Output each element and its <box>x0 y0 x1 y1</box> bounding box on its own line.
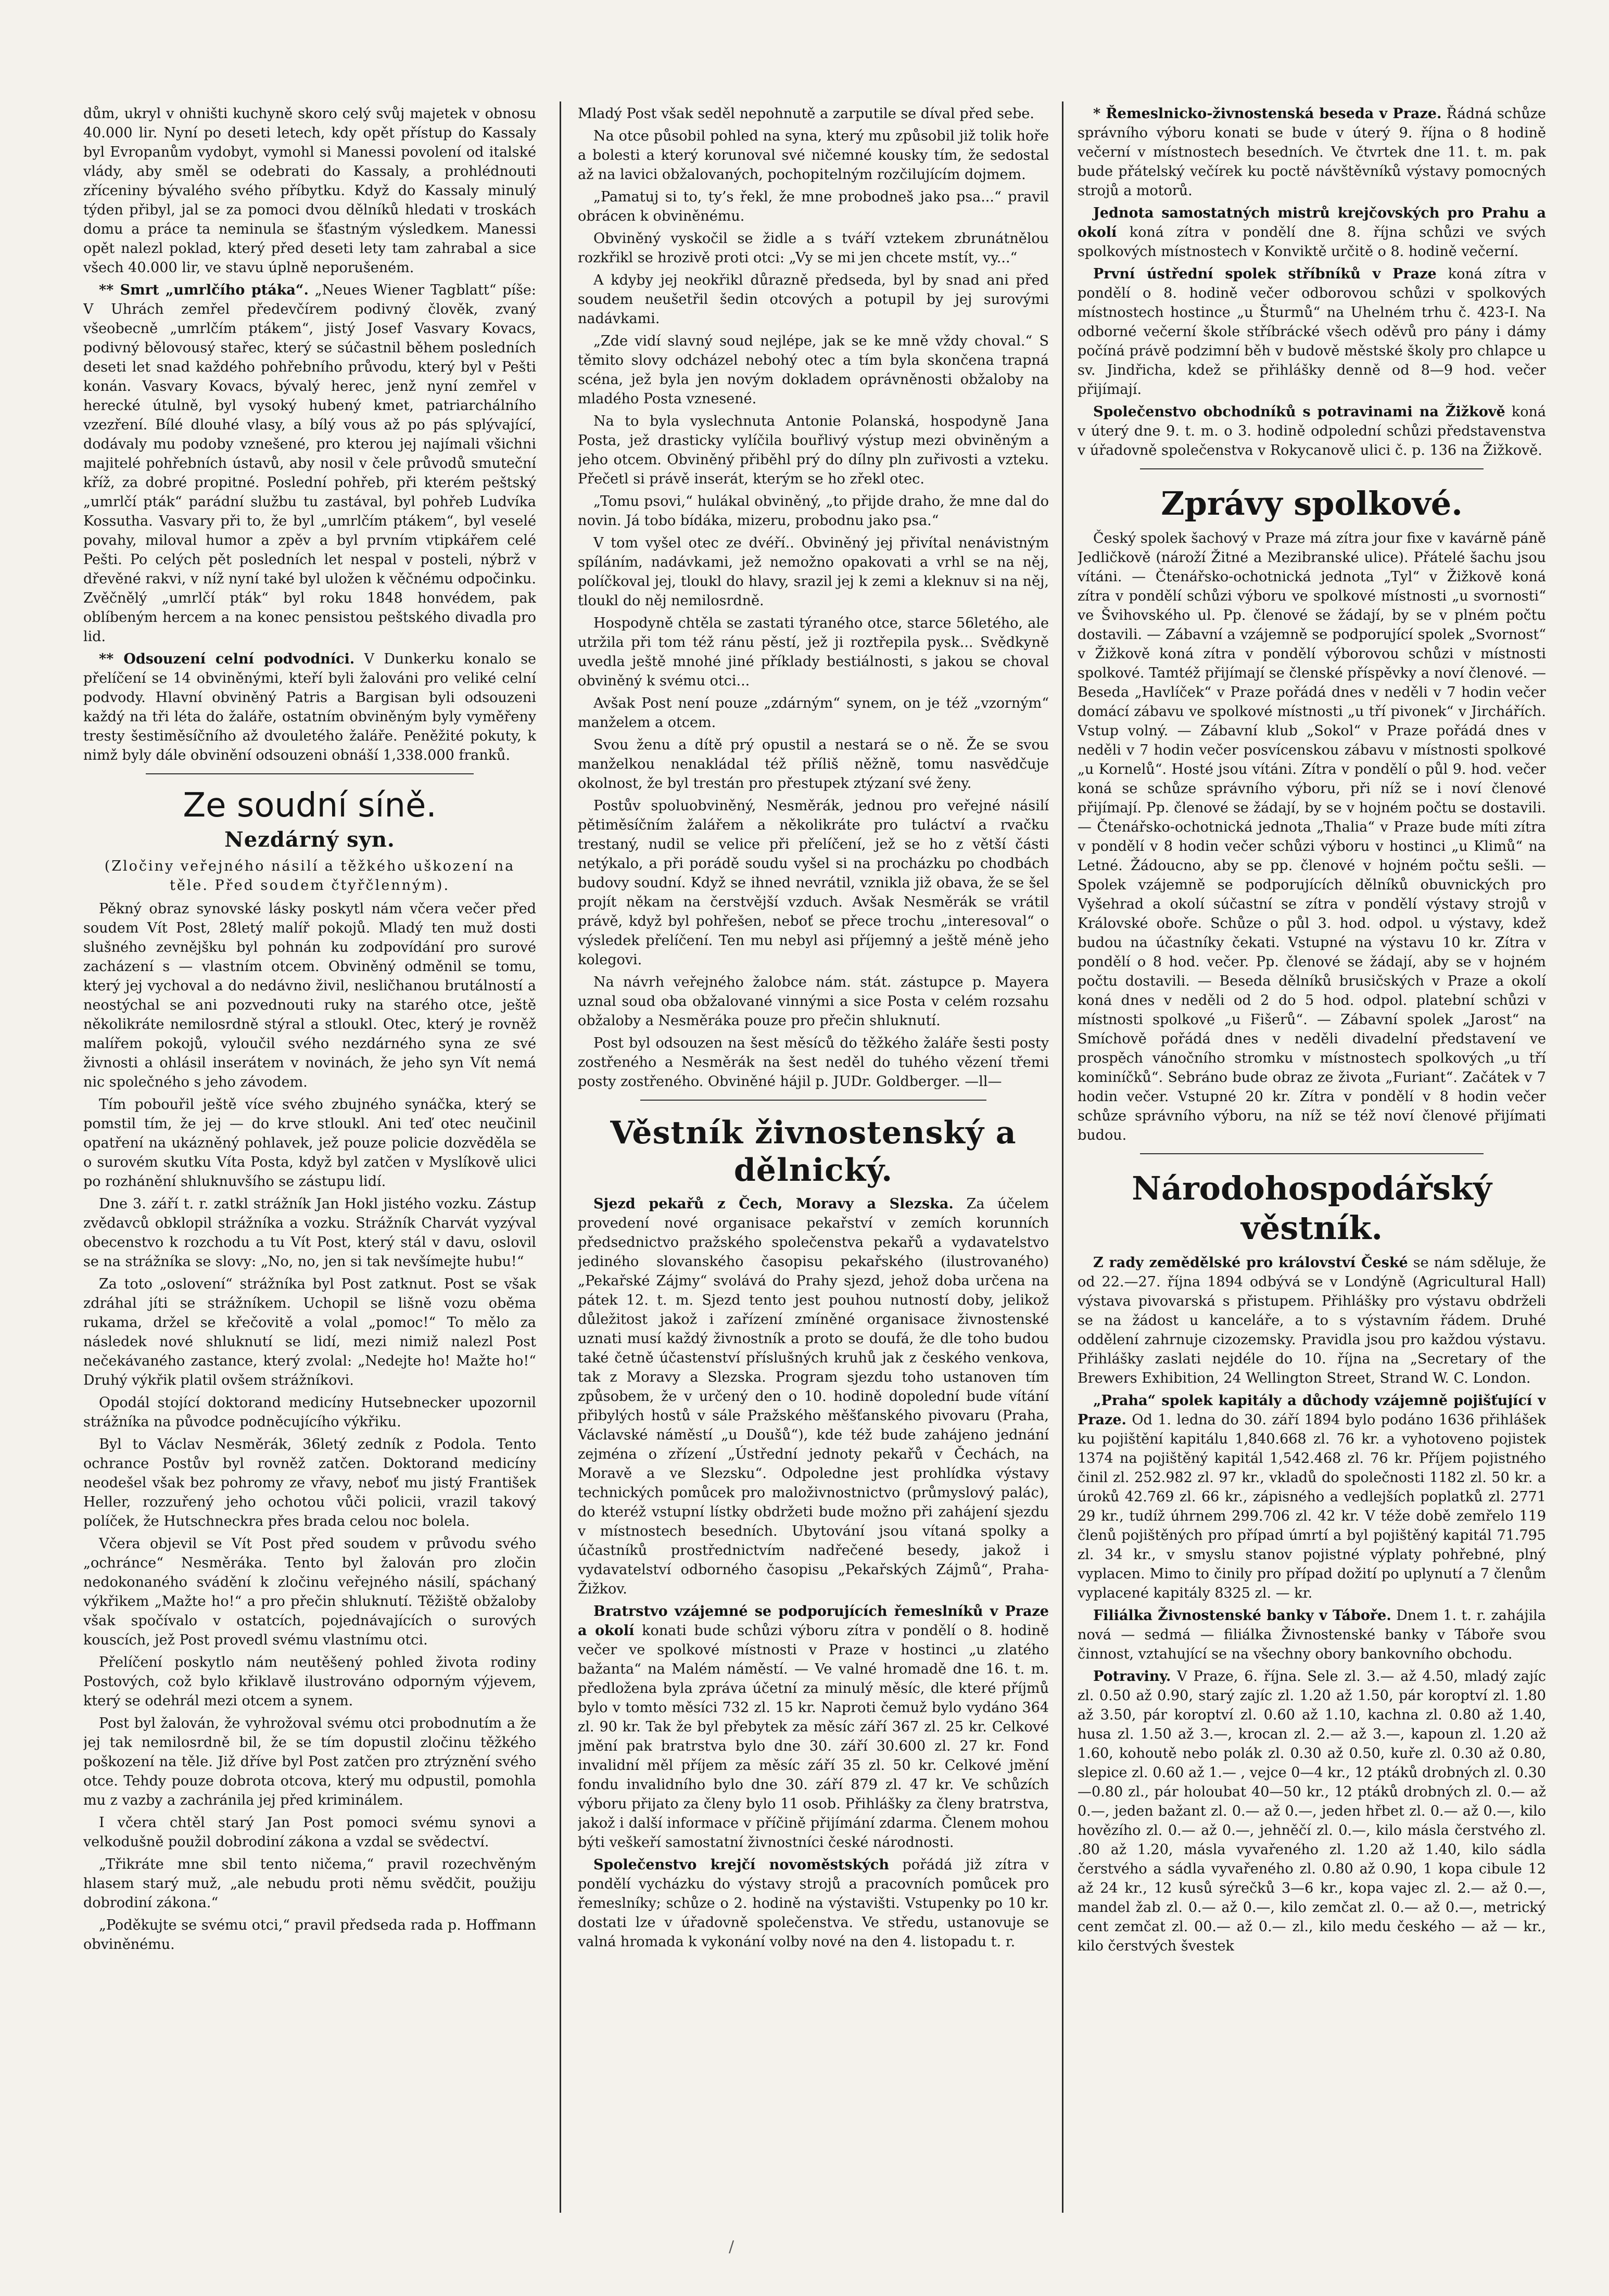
section-title-vestnik-zivnostensky: Věstník živnostenský a dělnický. <box>610 1115 1017 1189</box>
article-paragraph: Post byl žalován, že vyhrožoval svému otci probodnutím a že jej tak nemilosrdně bil, že se tím dopustil zločinu těžkého poškození na těle. Již dříve byl Post zatčen pro ztrýznění svého otce. Tehdy pouze dobrota otcova, který mu odpustil, pomohla mu z vazby a zachránila jej před kriminálem. <box>83 1715 536 1808</box>
article-paragraph: Za toto „oslovení“ strážníka byl Post zatknut. Post se však zdráhal jíti se strážníkem. Uchopil se lišně vozu oběma rukama, držel se křečovitě a volal „pomoc!“ To mělo za následek nové shluknutí se lidí, mezi nimiž nalezl Post nečekávaného zastance, který zvolal: „Nedejte ho! Mažte ho!“ Druhý výkřik platil ovšem strážníkovi. <box>83 1276 536 1388</box>
news-item-potravinari <box>1078 402 1546 460</box>
article-paragraph <box>578 1034 1049 1091</box>
news-item-beseda <box>1078 104 1546 200</box>
news-item-heading: „Praha“ spolek kapitály a důchody vzájemně pojišťující v Praze. <box>1078 1393 1546 1428</box>
article-paragraph: Na otce působil pohled na syna, který mu způsobil již tolik hoře a bolesti a který korunoval své ničemné kousky tím, že sedostal až na lavici obžalovaných, pochopitelným rozčilujícím dojmem. <box>578 128 1049 183</box>
news-item-body: Za účelem provedení nové organisace pekařství v zemích korunních předsednictvo pražského společenstva pekařů a vydavatelstvo jediného slovanského časopisu pekařského (ilustrovaného) „Pekařské Zájmy“ svolává do Prahy sjezd, jehož doba určena na pátek 12. t. m. Sjezd tento jest pouhou nutností doby, jelikož důležitost jakož i zařízení zmíněné organisace živnostenské uznati musí každý živnostník a proto se doufá, že dle toho budou také četně účastenství příslušných kruhů jak z českého venkova, tak z Moravy a Slezska. Program sjezdu toho ustanoven tím způsobem, že v určený den o 10. hodině dopolední bude vítání přibylých hostů v sále Pražského měšťanského pivovaru (Praha, Václavské náměstí „u Doušů“), kde též bude zahájeno jednání zejména o zřízení „Ústřední jednoty pekařů v Čechách, na Moravě a ve Slezsku“. Odpoledne jest prohlídka výstavy technických pomůcek pro maloživnostnictvo (průmyslový palác), do kteréž vstupní lístky obdržeti bude možno při zahájení sjezdu v místnostech besedních. Ubytování jsou vítaná spolky a účastníků prostřednictvím nadřečené besedy, jakož i vydavatelství odborného časopisu „Pekařských Zájmů“, Praha-Žižkov. <box>578 1196 1049 1597</box>
page-mark: / <box>729 2238 734 2256</box>
column-rule-1 <box>560 101 561 2213</box>
article-paragraph: Postův spoluobviněný, Nesměrák, jednou pro veřejné násilí pětiměsíčním žalářem a několikráte pro tuláctví a rvačku trestaný, nudil se velice při přelíčení, jež se ho z větší části netýkalo, a při porádě soudu vyšel si na procházku po chodbách budovy soudní. Když se ihned nevrátil, vznikla již obava, že se šel projít někam na čerstvější vzduch. Avšak Nesměrák se vrátil právě, když byl pohřešen, neboť se přece trochu „interesoval“ o výsledek přelíčení. Ten mu nebyl asi příjemný a ještě méně jeho kolegovi. <box>578 798 1049 968</box>
news-item-heading: ** Smrt „umrlčího ptáka“. <box>99 282 309 298</box>
news-item-heading: Sjezd pekařů z Čech, Moravy a Slezska. <box>593 1196 954 1212</box>
news-item-body: pořádá již zítra v pondělí vycházku do výstavy strojů a pracovních pomůcek pro řemeslníky; schůze o 2. hodině na výstavišti. Vstupenky po 10 kr. dostati lze v úřadovně společenstva. Ve středu, ustanovuje se valná hromada k vykonání volby nové na den 4. listopadu t. r. <box>578 1857 1049 1950</box>
news-item-body: Dnem 1. t. r. zahájila nová — sedmá — filiálka Živnostenské banky v Táboře svou činnost, vztahující se na všechny obory bankovního obchodu. <box>1078 1608 1546 1662</box>
section-title-soudni-sin: Ze soudní síně. <box>183 786 437 825</box>
article-paragraph: Svou ženu a dítě prý opustil a nestará se o ně. Že se svou manželkou nenakládal též příliš něžně, tomu nasvědčuje okolnost, že byl trestán pro přestupek ztýzaní své ženy. <box>578 737 1049 792</box>
article-paragraph: Na návrh veřejného žalobce nám. stát. zástupce p. Mayera uznal soud oba obžalované vinnými a sice Posta v celém rozsahu obžaloby a Nesměráka pouze pro přečin shluknutí. <box>578 974 1049 1029</box>
article-paragraph: Včera objevil se Vít Post před soudem v průvodu svého „ochránce“ Nesměráka. Tento byl žalován pro zločin nedokonaného svádění k zločinu veřejného násilí, spáchaný výkřikem „Mažte ho!“ a pro přečin shluknutí. Těžiště obžaloby však spočívalo v ostatcích, pojednávajících o surových kouscích, jež Post provedl svému vlastnímu otci. <box>83 1536 536 1648</box>
news-item-umrlci-ptak <box>83 280 536 646</box>
article-paragraph: Český spolek šachový v Praze má zítra jour fixe v kavárně páně Jedličkově (nároží Žitné a Mezibranské ulice). Přátelé šachu jsou vítáni. — Čtenářsko-ochotnická jednota „Tyl“ v Žižkově koná zítra v pondělí schůzi výboru ve spolkové místnosti „u svornosti“ ve Švihovského ul. Pp. členové se žádají, by se v plném počtu dostavili. — Zábavní a vzájemně se podporující spolek „Svornost“ v Žižkově koná zítra v pondělí výborovou schůzi v místnosti spolkové. Tamtéž přijímají se členské příspěvky a noví členové. — Beseda „Havlíček“ v Praze pořádá dnes v neděli v 7 hodin večer domácí zábavu ve spolkové místnosti „u tří pivonek“ v Jirchářích. Vstup volný. — Zábavní klub „Sokol“ v Praze pořádá dnes v neděli v 7 hodin večer posvícenskou zábavu v místnosti spolkové „u Kornelů“. Hosté jsou vítáni. Zítra v pondělí o půl 9. hod. večer koná se schůze správního výboru, při níž se i noví členové přijímají. Pp. členové se žádají, by se v hojném počtu se dostavili. — Čtenářsko-ochotnická jednota „Thalia“ v Praze bude míti zítra v pondělí v 8 hodin večer schůzi výboru v hostinci „u Klimů“ na Letné. Žádoucno, aby se pp. členové v hojném počtu sešli. — Spolek vzájemně se podporujících dělníků obuvnických pro Vyšehrad a okolí súčastní se zítra v pondělí výstavy strojů v Královské oboře. Schůze o půl 3. hod. odpol. u výstavy, kdež budou na účastníky čekati. Vstupné na výstavu 10 kr. Zítra v pondělí o 8 hod. večer. Pp. členové se žádají, aby se v hojném počtu dostavili. — Beseda dělníků brusičských v Praze a okolí koná dnes v neděli od 2 do 5 hod. odpol. platební schůzi v místnosti spolkové „u Fišerů“. — Zábavní spolek „Jarost“ na Smíchově pořádá dnes v neděli divadelní představení ve prospěch vánočního stromku v místnostech spolkových „u tří kominíčků“. Sebráno bude obraz ze života „Furiant“. Začátek v 7 hodin večer. Vstupné 20 kr. Zítra v pondělí v 8 hodin večer schůze správního výboru, na níž se též noví členové přijímati budou. <box>1078 530 1546 1143</box>
news-item-body: koná zítra v pondělí dne 8. října schůzi ve svých spolkových místnostech v Konviktě určitě o 8. hodině večerní. <box>1078 224 1546 260</box>
news-item-heading: Společenstvo obchodníků s potravinami na Žižkově <box>1093 404 1505 420</box>
article-paragraph: A kdyby jej neokřikl důrazně předseda, byl by snad ani před soudem neušetřil šedin otcových a potupil by jej surovými nadávkami. <box>578 272 1049 327</box>
column-rule-2 <box>1062 101 1063 2213</box>
article-paragraph: Tím pobouřil ještě více svého zbujného synáčka, který se pomstil tím, že jej — do krve stloukl. Ani teď otec neučinil opatření na ukázněný pohlavek, jež pouze policie dozvěděla se o surovém skutku Víta Posta, když byl zatčen v Myslíkově ulici po rozhánění shluknuvšího se zástupu lidí. <box>83 1096 536 1190</box>
article-paragraph: Na to byla vyslechnuta Antonie Polanská, hospodyně Jana Posta, jež drasticky vylíčila bouřlivý výstup mezi obviněným a jeho otcem. Obviněný přiběhl prý do dílny pln zuřivosti a vzteku. Přečetl si právě inserát, kterým se ho zřekl otec. <box>578 413 1049 487</box>
article-paragraph: Dne 3. září t. r. zatkl strážník Jan Hokl jistého vozku. Zástup zvědavců obklopil strážníka a vozku. Strážník Charvát vyzýval obecenstvo k rozchodu a tu Vít Post, který stál v davu, oslovil se na strážníka se slovy: „No, no, jen si tak nevšímejte hubu!“ <box>83 1196 536 1270</box>
article-paragraph: Pěkný obraz synovské lásky poskytl nám včera večer před soudem Vít Post, 28letý malíř pokojů. Mladý ten muž dosti slušného zevnějšku byl pohnán ku zodpovídání pro surové zacházení s — vlastním otcem. Obviněný odměnil se tomu, který jej vychoval a do nedávno živil, nesličhanou brutálností a neostýchal se ani pozvednouti ruky na starého otce, ještě několikráte nemilosrdně stýral a stloukl. Otec, který je rovněž malířem pokojů, vyloučil svého nezdárného syna ze své živnosti a ohlásil inserátem v novinách, že jeho syn Vít nemá nic společného s jeho závodem. <box>83 901 536 1090</box>
news-item-heading: Potraviny. <box>1093 1668 1171 1685</box>
column-3 <box>1078 104 1546 2218</box>
news-item-body: se nám sděluje, že od 22.—27. října 1894 odbývá se v Londýně (Agricultural Hall) výstava pivovarská s přistupem. Přihlášky pro výstavu obdrželi se na žádost u kanceláře, a to s výstavním řádem. Druhé oddělení zahrnuje cizozemsky. Pravidla jsou pro každou výstavu. Přihlášky zaslati nejdéle do 10. října na „Secretary of the Brewers Exhibition, 24 Wellington Street, Strand W. C. London. <box>1078 1255 1546 1386</box>
article-paragraph: Avšak Post není pouze „zdárným“ synem, on je též „vzorným“ manželem a otcem. <box>578 695 1049 731</box>
article-paragraph: „Třikráte mne sbil tento ničema,“ pravil rozechvěným hlasem starý muž, „ale nebudu proti němu svědčit, použiju dobrodiní zákona.“ <box>83 1856 536 1911</box>
news-item-heading: Z rady zemědělské pro království České <box>1093 1255 1408 1271</box>
news-item-heading: Bratrstvo vzájemné se podporujících řemeslníků v Praze a okolí <box>578 1603 1049 1639</box>
news-item-body: V Dunkerku konalo se přelíčení se 14 obviněnými, kteří byli žalováni pro veliké celní podvody. Hlavní obviněný Patris a Bargisan byli odsouzeni každý na tři léta do žaláře, ostatním obviněným byly vyměřeny tresty šestiměsíčního až dvouletého žaláře. Peněžité pokuty, k nimž byly dále obvinění odsouzeni obnáší 1,338.000 franků. <box>83 651 536 763</box>
article-paragraph: Přelíčení poskytlo nám neutěšený pohled života rodiny Postových, což bylo křiklavě ilustrováno odporným výjevem, který se odehrál mezi otcem a synem. <box>83 1654 536 1709</box>
news-item-spolek-stribniku <box>1078 264 1546 399</box>
column-2 <box>578 104 1049 2218</box>
news-item-spolecenstvo-krejci <box>578 1855 1049 1951</box>
article-paragraph: „Pamatuj si to, ty’s řekl, že mne probodneš jako psa...“ pravil obrácen k obviněnému. <box>578 189 1049 224</box>
news-item-bratrstvo <box>578 1602 1049 1852</box>
divider <box>146 773 474 774</box>
author-signature: —ll— <box>965 1074 1002 1090</box>
news-item-body: konati bude schůzi výboru zítra v pondělí o 8. hodině večer ve spolkové místnosti v Praze v hostinci „u zlatého bažanta“ na Malém náměstí. — Ve valné hromadě dne 16. t. m. předložena byla zpráva účetní za minulý měsíc, dle které příjmů bylo v tomto měsíci 732 zl. 15 kr. Naproti čemuž bylo vydáno 364 zl. 90 kr. Tak že byl přebytek za měsíc září 367 zl. 25 kr. Celkové jmění pak bratrstva bylo dne 30. září 30.600 zl. 27 kr. Fond invalidní měl příjem za měsíc září 35 zl. 50 kr. Celkové jmění fondu invalidního bylo dne 30. září 879 zl. 47 kr. Ve schůzích výboru přijato za členy bylo 11 osob. Přihlášky za členy bratrstva, jakož i další informace v příčině přijímání zdarma. Členem mohou býti veškeří samostatní živnostníci české národnosti. <box>578 1623 1049 1851</box>
divider <box>1140 1153 1484 1154</box>
news-item-potraviny <box>1078 1667 1546 1956</box>
news-item-body: „Neues Wiener Tagblatt“ píše: V Uhrách zemřel předevčírem podivný člověk, zvaný všeobecně „umrlčím ptákem“, jistý Josef Vasvary Kovacs, podivný bělovousý stařec, který se súčastnil během posledních deseti let snad každého pohřebního průvodu, který byl v Pešti konán. Vasvary Kovacs, bývalý herec, jenž nyní zemřel v herecké útulně, byl vysoký hubený kmet, patriarchálního vzezření. Bílé dlouhé vlasy, a bílý vous až po pás splývající, dodávaly mu podoby vznešené, pro kterou jej najímali všichni majitelé pohřebních ústavů, aby nosil v čele průvodů smuteční kříž, za dobré propitné. Poslední pohřeb, při kterém peštský „umrlčí pták“ parádní službu tu zastával, byl pohřeb Ludvíka Kossutha. Vasvary při to, že byl „umrlčím ptákem“, byl veselé povahy, miloval humor a zpěv a byl prvním vtipkářem celé Pešti. Po celých pět posledních let nespal v posteli, nýbrž v dřevěné rakvi, v níž nyní také byl uložen k věčnému odpočinku. Zvěčnělý „umrlčí pták“ byl roku 1848 honvédem, pak oblíbeným hercem a na konec pensistou peštského divadla pro lid. <box>83 282 536 645</box>
news-item-body: Řádná schůze správního výboru konati se bude v úterý 9. října o 8 hodině večerní v místnostech besedních. Ve čtvrtek dne 11. t. m. pak bude přátelský večírek ku poctě návštěvníků výstavy pomocných strojů a motorů. <box>1078 106 1546 199</box>
news-item-rada-zemedelska <box>1078 1253 1546 1388</box>
news-item-praha-spolek <box>1078 1391 1546 1603</box>
news-item-heading: ** Odsouzení celní podvodníci. <box>99 651 355 667</box>
article-paragraph: V tom vyšel otec ze dvéří.. Obviněný jej přivítal nenávistným spíláním, nadávkami, jež nemožno opakovati a vrhl se na něj, políčkoval jej, tloukl do hlavy, srazil jej k zemi a kleknuv si na něj, tloukl do něj nemilosrdně. <box>578 535 1049 609</box>
article-title: Nezdárný syn. <box>224 827 395 852</box>
news-item-sjezd-pekaru <box>578 1194 1049 1599</box>
article-paragraph: Mladý Post však seděl nepohnutě a zarputile se díval před sebe. <box>578 106 1034 122</box>
divider <box>1140 468 1484 469</box>
article-paragraph: dům, ukryl v ohništi kuchyně skoro celý svůj majetek v obnosu 40.000 lir. Nyní po deseti letech, kdy opět přístup do Kassaly byl Evropanům vydobyt, vymohl si Manessi povolení od italské vlády, aby směl se odebrati do Kassaly, a prohlédnouti zříceniny bývalého svého příbytku. Když do Kassaly minulý týden přibyl, jal se za pomoci dvou dělníků hledati v troskách domu a práce ta neminula se šťastným výsledkem. Manessi opět nalezl poklad, který před deseti lety tam zahrabal a sice všech 40.000 lir, ve stavu úplně neporušeném. <box>83 106 536 276</box>
news-item-body: Od 1. ledna do 30. září 1894 bylo podáno 1636 přihlášek ku pojištění kapitálu 1,840.668 zl. 76 kr. a vyhotoveno pojistek 1374 na pojištěný kapitál 1,542.468 zl. 76 kr. Příjem pojistného činil zl. 252.982 zl. 97 kr., vkladů do společnosti 1182 zl. 50 kr. a úroků 42.769 zl. 66 kr., zápisného a vedlejších poplatků zl. 2771 29 kr., tudíž úhrnem 299.706 zl. 42 kr. V téže době zemřelo 119 členů pojištěných pro případ úmrtí a byl pojištěný kapitál 71.795 zl. 34 kr., v smyslu stanov pojistné výplaty pohřebné, plný vyplacen. Mimo to činily pro případ dožití po uplynutí a 7 členům vyplacené kapitály 8325 zl. — kr. <box>1078 1412 1546 1601</box>
news-item-filialka-banky <box>1078 1606 1546 1664</box>
news-item-heading: Jednota samostatných mistrů krejčovských pro Prahu a okolí <box>1078 205 1546 240</box>
article-paragraph: Obviněný vyskočil se židle a s tváří vztekem zbrunátnělou rozkřikl se hrozivě proti otci: „Vy se mi jen chcete mstít, vy...“ <box>578 231 1049 266</box>
article-paragraph: Byl to Václav Nesměrák, 36letý zedník z Podola. Tento ochrance Postův byl rovněž zatčen. Doktorand medicíny neodešel však bez pohromy ze vřavy, neboť mu jistý František Heller, rozzuřený jeho ochotou vůči policii, vrazil takový políček, že Hutschneckra přes brada celou noc bolela. <box>83 1436 536 1529</box>
article-paragraph: I včera chtěl starý Jan Post pomoci svému synovi a velkodušně použil dobrodiní zákona a vzdal se svědectví. <box>83 1815 536 1850</box>
section-title-zpravy-spolkove: Zprávy spolkové. <box>1161 484 1463 522</box>
news-item-heading: * Řemeslnicko-živnostenská beseda v Praze. <box>1093 106 1442 122</box>
news-item-celni-podvodnici <box>83 649 536 765</box>
article-paragraph: Hospodyně chtěla se zastati týraného otce, starce 56letého, ale utržila při tom též ránu pěstí, jež ji roztřepila pysk... Svědkyně uvedla ještě mnohé jiné příklady bestiálnosti, s jakou se choval obviněný k svému otci... <box>578 615 1049 689</box>
article-paragraph: „Tomu psovi,“ hulákal obviněný, „to přijde draho, že mne dal do novin. Já tobo bídáka, mizeru, probodnu jako psa.“ <box>578 493 1049 529</box>
article-subtitle: (Zločiny veřejného násilí a těžkého uškození na těle. Před soudem čtyřčlenným). <box>104 858 515 894</box>
article-paragraph: Opodál stojící doktorand medicíny Hutsebnecker upozornil strážníka na původce podněcujícího výkřiku. <box>83 1395 536 1430</box>
divider <box>640 1100 986 1101</box>
column-1 <box>83 104 536 2218</box>
news-item-body: V Praze, 6. října. Sele zl. 3.— až 4.50, mladý zajíc zl. 0.50 až 0.90, starý zajíc zl. 1.20 až 1.50, pár koroptví zl. 1.80 až 3.50, pár koroptví zl. 0.60 až 1.10, kachna zl. 0.80 až 1.40, husa zl. 1.50 až 3.—, krocan zl. 2.— až 3.—, kapoun zl. 1.20 až 1.60, kohoutě nebo polák zl. 0.30 až 0.50, kuře zl. 0.30 až 0.80, slepice zl. 0.60 až 1.— , vejce 0—4 kr., 12 ptáků drobných zl. 0.30—0.80 zl., pár holoubat 40—50 kr., 12 ptáků drobných zl. 0.— až 0.—, jeden bažant zl. 0.— až 0.—, jeden hřbet zl. 0.— až 0.—, kilo hovězího zl. 0.— až 0.—, jehněčí zl. 0.—, kilo másla čerstvého zl. .80 až 1.20, másla vyvařeného zl. 1.20 až 1.40, kilo sádla čerstvého a sádla vyvařeného zl. 0.80 až 0.90, 1 kopa cibule 12 až 24 kr., 12 kusů sýrečků 3—6 kr., kopa vajec zl. 2.— až 0.—, mandel žab zl. 0.— až 0.—, kilo zemčat zl. 0.— až 0.—, metrický cent zemčat zl. 00.— až 0.— zl., kilo medu českého — až — kr., kilo čerstvých švestek <box>1078 1668 1546 1954</box>
article-text: Post byl odsouzen na šest měsíců do těžkého žaláře šesti posty zostřeného a Nesměrák na šest neděl do tuhého vězení třemi posty zostřeného. Obviněné hájil p. JUDr. Goldberger. <box>578 1035 1049 1090</box>
article-paragraph: „Zde vidí slavný soud nejlépe, jak se ke mně vždy choval.“ S těmito slovy odcházel nebohý otec a tím byla skončena trapná scéna, jež byla jen novým dokladem oprávněnosti obžaloby na mladého Posta vznesené. <box>578 333 1049 407</box>
news-item-body: koná v úterý dne 9. t. m. o 3. hodině odpolední schůzi představenstva v úřadovně společenstva v Rokycanově ulici č. p. 136 na Žižkově. <box>1078 404 1546 458</box>
news-item-body: koná zítra v pondělí o 8. hodině večer odborovou schůzi v spolkových místnostech hostince „u Šturmů“ na Uhelném trhu č. 423-I. Na odborné večerní škole stříbrácké všech oděvů pro pány i dámy počíná právě podzimní běh v budově městské školy pro chlapce u sv. Jindřicha, kdež se přihlášky denně od 8—9 hod. večer přijímají. <box>1078 266 1546 398</box>
news-item-heading: První ústřední spolek stříbníků v Praze <box>1093 266 1437 282</box>
article-paragraph: „Poděkujte se svému otci,“ pravil předseda rada p. Hoffmann obviněnému. <box>83 1917 536 1953</box>
section-title-narodohospodarsky-vestnik: Národohospodářský věstník. <box>1132 1169 1492 1247</box>
news-item-heading: Společenstvo krejčí novoměstských <box>593 1857 889 1873</box>
news-item-heading: Filiálka Živnostenské banky v Táboře. <box>1093 1608 1391 1624</box>
news-item-jednota-mistru <box>1078 203 1546 261</box>
